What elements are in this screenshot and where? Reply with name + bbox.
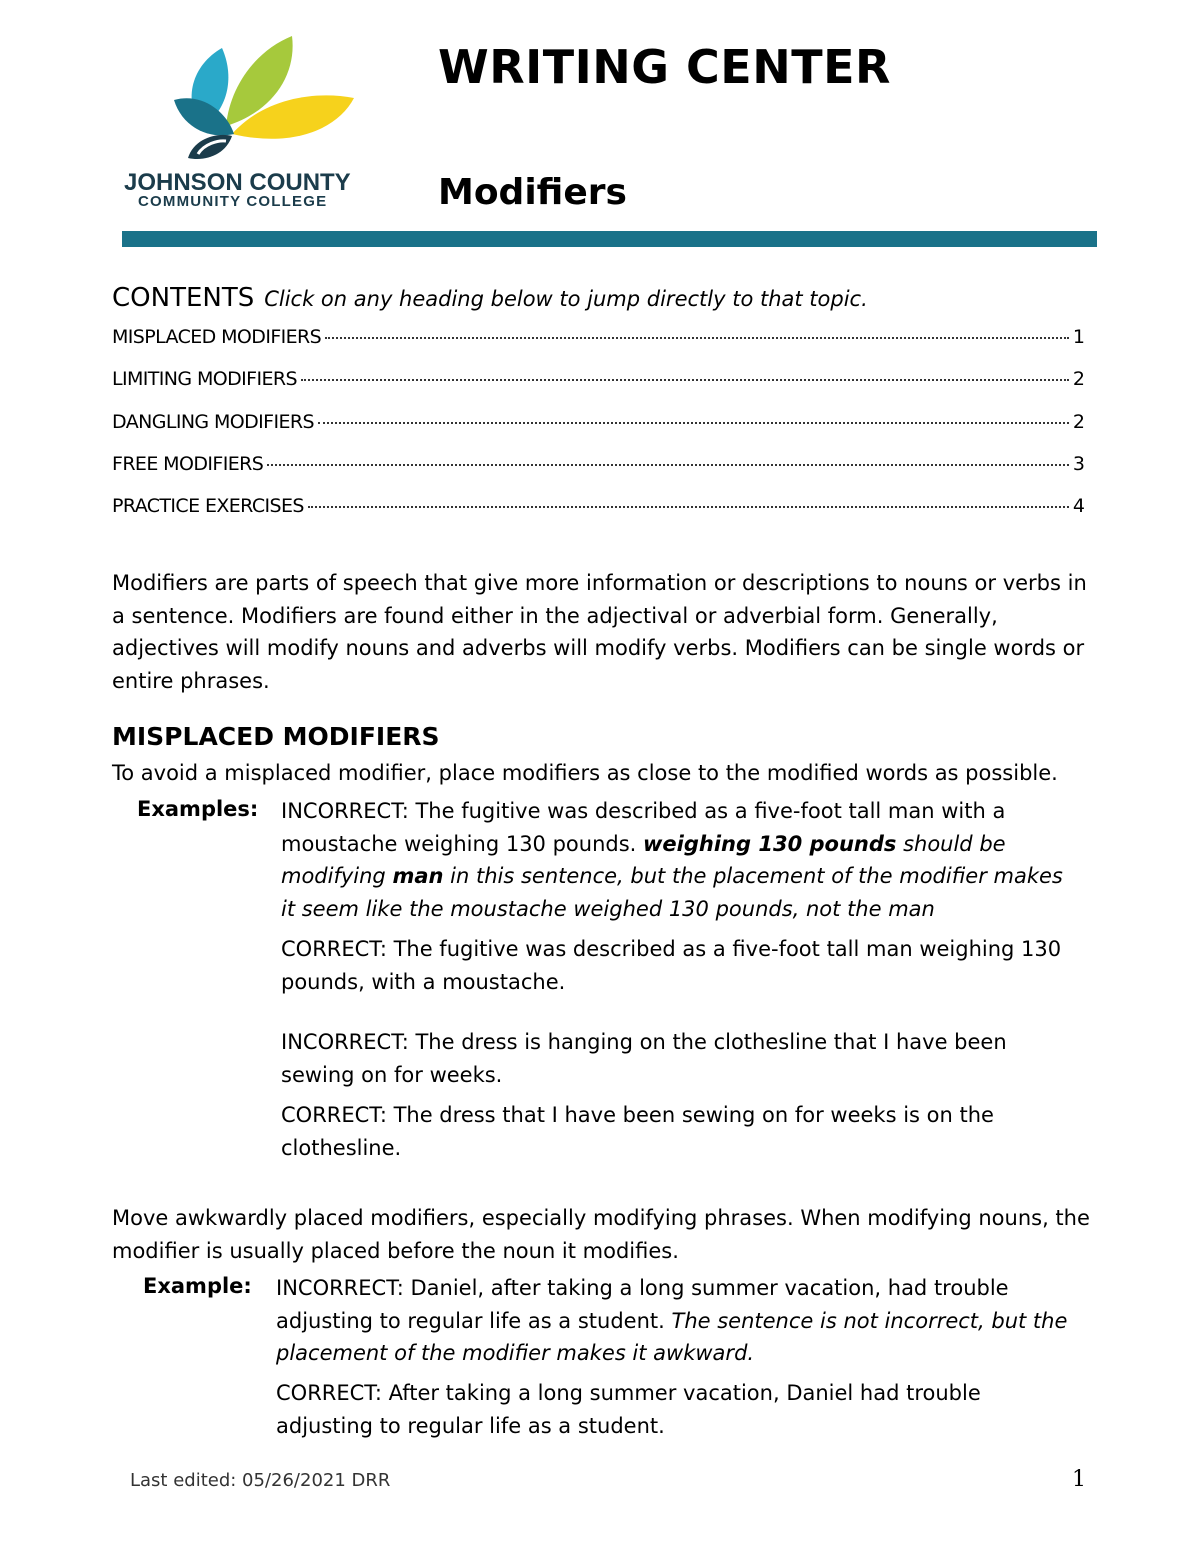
svg-text:COMMUNITY COLLEGE: COMMUNITY COLLEGE [138, 193, 328, 210]
toc-item-label: PRACTICE EXERCISES [112, 495, 304, 517]
toc-item-dangling-modifiers[interactable] [112, 411, 1085, 437]
toc-item-label: MISPLACED MODIFIERS [112, 326, 322, 348]
example-3-incorrect-text: INCORRECT: Daniel, after taking a long summer vacation, had trouble adjusting to regular life as a student. [276, 1276, 1009, 1333]
leaf-logo-icon [122, 30, 384, 210]
toc-item-label: FREE MODIFIERS [112, 453, 264, 475]
college-logo [122, 30, 384, 210]
example-label: Example: [143, 1274, 252, 1298]
header-rule [122, 231, 1097, 247]
toc-item-page: 4 [1072, 495, 1085, 517]
example-1-note-bold: weighing 130 pounds [643, 831, 897, 856]
example-2-correct: CORRECT: The dress that I have been sewing on for weeks is on the clothesline. [281, 1103, 994, 1160]
page-number: 1 [1072, 1467, 1086, 1492]
example-1-incorrect [281, 795, 1071, 925]
example-1-correct: CORRECT: The fugitive was described as a five-foot tall man weighing 130 pounds, with a moustache. [281, 937, 1062, 994]
svg-text:JOHNSON COUNTY: JOHNSON COUNTY [124, 169, 351, 196]
contents-title: CONTENTS [112, 283, 255, 313]
toc-item-free-modifiers[interactable] [112, 453, 1085, 479]
contents-instruction: Click on any heading below to jump directly to that topic. [264, 287, 868, 311]
example-1-note-bold: man [392, 864, 444, 888]
section-heading-misplaced: MISPLACED MODIFIERS [112, 722, 440, 751]
intro-paragraph: Modifiers are parts of speech that give more information or descriptions to nouns or verbs in a sentence. Modifiers are found either in the adjectival or adverbial form. Generally, adjectives will modify nouns and adverbs will modify verbs. Modifiers can be single words or entire phrases. [112, 571, 1087, 693]
toc-item-page: 2 [1072, 411, 1085, 433]
last-edited-footer: Last edited: 05/26/2021 DRR [130, 1470, 391, 1491]
example-1-incorrect-text: INCORRECT: The fugitive was described as a five-foot tall man with a moustache weighing 130 pounds. [281, 799, 1006, 856]
example-3-correct: CORRECT: After taking a long summer vacation, Daniel had trouble adjusting to regular life as a student. [276, 1381, 981, 1438]
example-3-note: The sentence is not incorrect, but the placement of the modifier makes it awkward. [276, 1308, 1068, 1365]
toc-item-page: 1 [1072, 326, 1085, 348]
misplaced-rule: To avoid a misplaced modifier, place modifiers as close to the modified words as possible. [112, 761, 1058, 785]
toc-leader [301, 379, 1069, 381]
example-1-note-text: should be modifying [281, 831, 1006, 888]
toc-leader [318, 422, 1069, 424]
toc-item-label: LIMITING MODIFIERS [112, 368, 297, 390]
example-3-incorrect [276, 1272, 1076, 1370]
toc-item-label: DANGLING MODIFIERS [112, 411, 314, 433]
move-rule-paragraph: Move awkwardly placed modifiers, especially modifying phrases. When modifying nouns, the modifier is usually placed before the noun it modifies. [112, 1206, 1090, 1263]
toc-item-misplaced-modifiers[interactable] [112, 326, 1085, 352]
toc-item-page: 2 [1072, 368, 1085, 390]
example-2-incorrect: INCORRECT: The dress is hanging on the clothesline that I have been sewing on for weeks. [281, 1030, 1007, 1087]
page-title: WRITING CENTER [438, 40, 891, 94]
toc-leader [308, 506, 1069, 508]
toc-leader [325, 337, 1069, 339]
examples-label: Examples: [137, 797, 259, 821]
contents-heading [112, 283, 868, 313]
toc-item-practice-exercises[interactable] [112, 495, 1085, 521]
toc-leader [267, 464, 1069, 466]
toc-item-limiting-modifiers[interactable] [112, 368, 1085, 394]
page-subtitle: Modifiers [438, 172, 627, 213]
example-1-note-text: in this sentence, but the placement of the modifier makes it seem like the moustache weighed 130 pounds, not the man [281, 864, 1063, 921]
toc-item-page: 3 [1072, 453, 1085, 475]
